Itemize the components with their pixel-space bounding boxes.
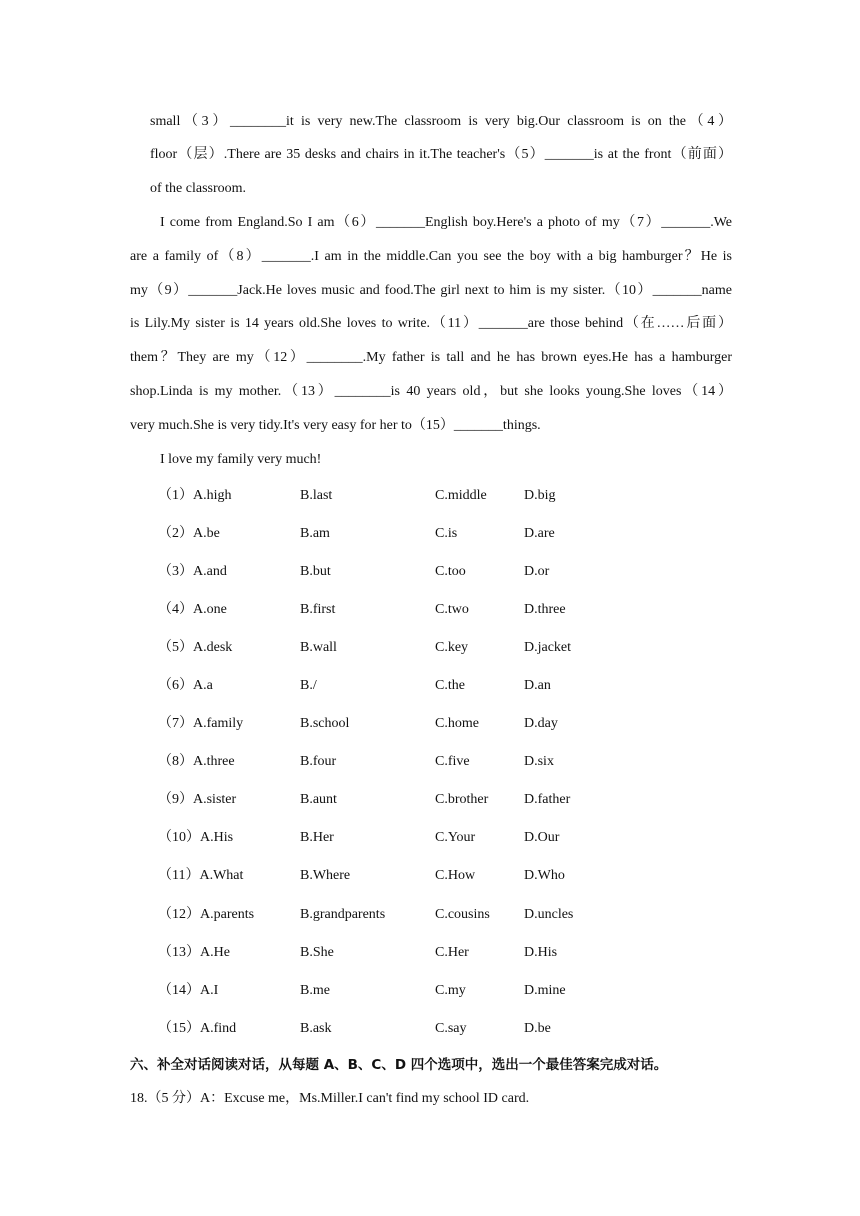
passage-line-3: of the classroom. bbox=[150, 181, 247, 196]
option-d: D.or bbox=[524, 564, 550, 579]
option-row-12 bbox=[0, 905, 860, 925]
option-row-6 bbox=[0, 676, 860, 696]
option-b: B.She bbox=[300, 945, 334, 960]
passage-line-2: floor（层）.There are 35 desks and chairs in it.The teacher's（5）_______is at the front（前面） bbox=[150, 147, 732, 162]
option-a: （12）A.parents bbox=[158, 907, 255, 922]
option-c: C.How bbox=[435, 868, 476, 883]
option-d: D.His bbox=[524, 945, 558, 960]
option-a: （4）A.one bbox=[158, 602, 227, 617]
option-c: C.too bbox=[435, 564, 466, 579]
option-a: （2）A.be bbox=[158, 526, 220, 541]
option-row-14 bbox=[0, 981, 860, 1001]
option-d: D.be bbox=[524, 1021, 551, 1036]
option-d: D.day bbox=[524, 716, 558, 731]
option-c: C.brother bbox=[435, 792, 489, 807]
option-d: D.Our bbox=[524, 830, 560, 845]
option-row-2 bbox=[0, 524, 860, 544]
passage-line-11: I love my family very much! bbox=[160, 452, 322, 467]
option-d: D.an bbox=[524, 678, 551, 693]
question-18: 18.（5 分）A：Excuse me，Ms.Miller.I can't find my school ID card. bbox=[130, 1091, 530, 1106]
option-b: B.four bbox=[300, 754, 337, 769]
option-b: B.me bbox=[300, 983, 330, 998]
option-a: （6）A.a bbox=[158, 678, 213, 693]
option-b: B./ bbox=[300, 678, 317, 693]
option-d: D.mine bbox=[524, 983, 566, 998]
option-b: B.first bbox=[300, 602, 336, 617]
option-b: B.aunt bbox=[300, 792, 337, 807]
option-b: B.Her bbox=[300, 830, 334, 845]
option-a: （14）A.I bbox=[158, 983, 219, 998]
option-d: D.jacket bbox=[524, 640, 572, 655]
option-row-4 bbox=[0, 600, 860, 620]
option-a: （9）A.sister bbox=[158, 792, 237, 807]
option-a: （8）A.three bbox=[158, 754, 235, 769]
option-d: D.are bbox=[524, 526, 555, 541]
option-row-5 bbox=[0, 638, 860, 658]
option-b: B.wall bbox=[300, 640, 337, 655]
option-a: （15）A.find bbox=[158, 1021, 237, 1036]
passage-line-10: very much.She is very tidy.It's very easy for her to（15）_______things. bbox=[130, 418, 541, 433]
passage-line-5: are a family of（8）_______.I am in the middle.Can you see the boy with a big hamburger？He is bbox=[130, 249, 732, 264]
option-b: B.grandparents bbox=[300, 907, 386, 922]
option-b: B.last bbox=[300, 488, 333, 503]
option-row-10 bbox=[0, 828, 860, 848]
passage-line-1: small（3）________it is very new.The classroom is very big.Our classroom is on the（4） bbox=[150, 114, 732, 129]
passage-line-4: I come from England.So I am（6）_______English boy.Here's a photo of my（7）_______.We bbox=[160, 215, 732, 230]
option-b: B.school bbox=[300, 716, 350, 731]
option-d: D.father bbox=[524, 792, 571, 807]
option-d: D.big bbox=[524, 488, 556, 503]
option-c: C.key bbox=[435, 640, 469, 655]
option-d: D.uncles bbox=[524, 907, 574, 922]
option-a: （11）A.What bbox=[158, 868, 244, 883]
option-c: C.my bbox=[435, 983, 466, 998]
option-a: （10）A.His bbox=[158, 830, 234, 845]
option-row-7 bbox=[0, 714, 860, 734]
option-c: C.Your bbox=[435, 830, 476, 845]
option-d: D.six bbox=[524, 754, 554, 769]
option-row-8 bbox=[0, 752, 860, 772]
option-b: B.but bbox=[300, 564, 331, 579]
section-heading: 六、补全对话阅读对话，从每题 A、B、C、D 四个选项中，选出一个最佳答案完成对话。 bbox=[130, 1057, 668, 1073]
option-c: C.five bbox=[435, 754, 470, 769]
option-b: B.am bbox=[300, 526, 330, 541]
option-row-3 bbox=[0, 562, 860, 582]
option-c: C.say bbox=[435, 1021, 467, 1036]
passage-line-7: is Lily.My sister is 14 years old.She loves to write.（11）_______are those behind（在……后面） bbox=[130, 316, 732, 331]
option-c: C.cousins bbox=[435, 907, 490, 922]
option-d: D.three bbox=[524, 602, 566, 617]
option-a: （13）A.He bbox=[158, 945, 230, 960]
option-row-13 bbox=[0, 943, 860, 963]
option-row-1 bbox=[0, 486, 860, 506]
option-a: （3）A.and bbox=[158, 564, 227, 579]
option-a: （7）A.family bbox=[158, 716, 244, 731]
option-c: C.two bbox=[435, 602, 469, 617]
passage-line-6: my（9）_______Jack.He loves music and food.The girl next to him is my sister.（10）_______name bbox=[130, 283, 732, 298]
option-a: （1）A.high bbox=[158, 488, 232, 503]
option-c: C.the bbox=[435, 678, 465, 693]
option-c: C.is bbox=[435, 526, 458, 541]
option-c: C.home bbox=[435, 716, 479, 731]
passage-line-9: shop.Linda is my mother.（13）________is 40 years old，but she looks young.She loves（14） bbox=[130, 384, 732, 399]
option-row-15 bbox=[0, 1019, 860, 1039]
option-d: D.Who bbox=[524, 868, 565, 883]
option-row-11 bbox=[0, 866, 860, 886]
option-c: C.middle bbox=[435, 488, 487, 503]
option-c: C.Her bbox=[435, 945, 469, 960]
option-b: B.ask bbox=[300, 1021, 332, 1036]
passage-line-8: them？They are my（12）________.My father is tall and he has brown eyes.He has a hamburger bbox=[130, 350, 732, 365]
option-a: （5）A.desk bbox=[158, 640, 233, 655]
option-b: B.Where bbox=[300, 868, 351, 883]
option-row-9 bbox=[0, 790, 860, 810]
